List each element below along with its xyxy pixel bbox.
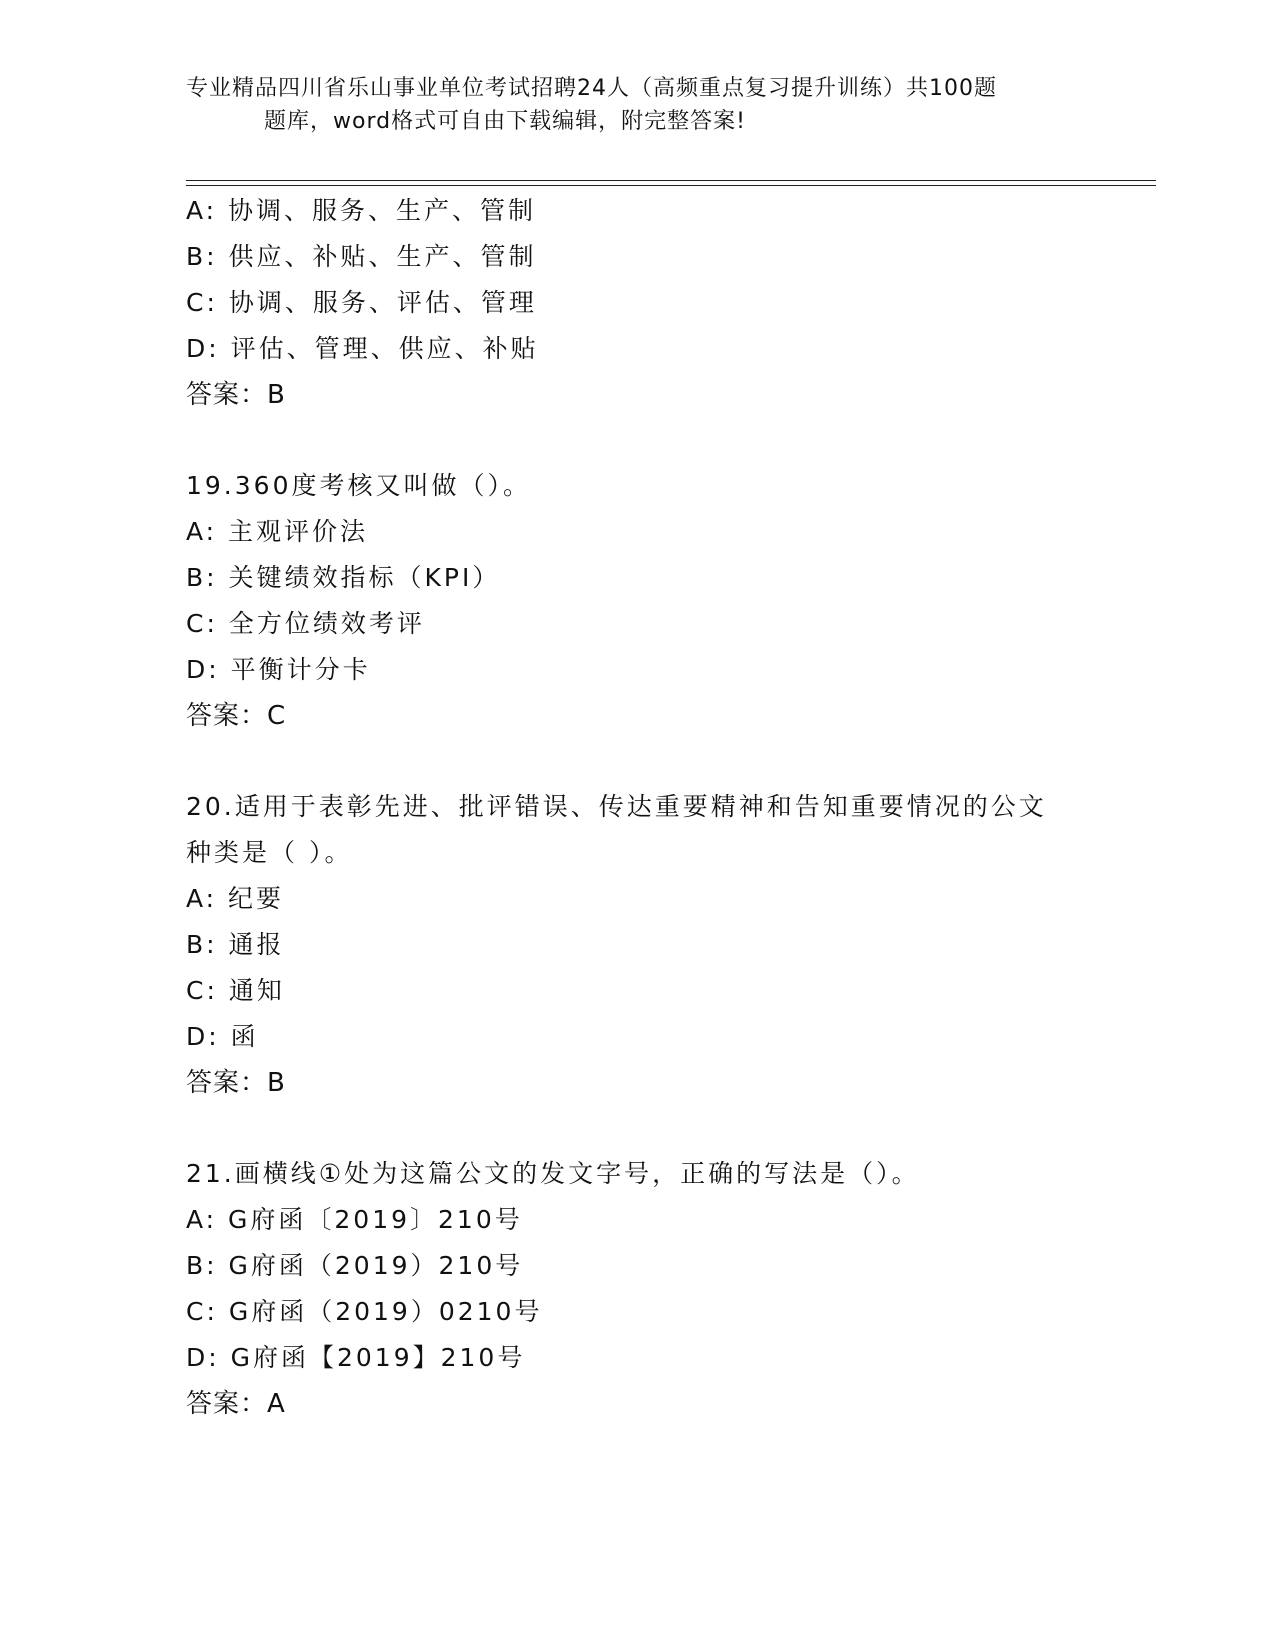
option-d: D: 平衡计分卡 bbox=[186, 655, 371, 684]
option-b: B: 通报 bbox=[186, 930, 285, 959]
document-header bbox=[186, 72, 1076, 138]
option-c: C: 通知 bbox=[186, 976, 285, 1005]
option-a: A: 纪要 bbox=[186, 884, 285, 913]
option-d: D: G府函【2019】210号 bbox=[186, 1343, 526, 1372]
question-21 bbox=[186, 1151, 1086, 1427]
question-20 bbox=[186, 784, 1086, 1106]
spacer bbox=[186, 739, 1086, 784]
question-stem: 19.360度考核又叫做（）。 bbox=[186, 471, 531, 500]
question-stem: 21.画横线①处为这篇公文的发文字号，正确的写法是（）。 bbox=[186, 1159, 920, 1188]
question-18 bbox=[186, 188, 1086, 418]
option-c: C: 全方位绩效考评 bbox=[186, 609, 425, 638]
header-divider-top bbox=[186, 180, 1156, 181]
answer-line: 答案：A bbox=[186, 1389, 286, 1419]
option-a: A: G府函〔2019〕210号 bbox=[186, 1205, 523, 1234]
question-19 bbox=[186, 463, 1086, 739]
answer-line: 答案：B bbox=[186, 380, 286, 410]
option-b: B: 关键绩效指标（KPI） bbox=[186, 563, 501, 592]
question-stem-line2: 种类是（ ）。 bbox=[186, 838, 353, 867]
question-stem-line1: 20.适用于表彰先进、批评错误、传达重要精神和告知重要情况的公文 bbox=[186, 792, 1047, 821]
option-a: A: 协调、服务、生产、管制 bbox=[186, 196, 537, 225]
spacer bbox=[186, 418, 1086, 463]
option-b: B: 供应、补贴、生产、管制 bbox=[186, 242, 537, 271]
answer-line: 答案：B bbox=[186, 1068, 286, 1098]
answer-line: 答案：C bbox=[186, 701, 287, 731]
option-c: C: G府函（2019）0210号 bbox=[186, 1297, 543, 1326]
option-c: C: 协调、服务、评估、管理 bbox=[186, 288, 537, 317]
header-title-line2: 题库，word格式可自由下载编辑，附完整答案! bbox=[264, 109, 746, 134]
header-divider-bottom bbox=[186, 185, 1156, 186]
question-list bbox=[186, 188, 1086, 1427]
header-title-line1: 专业精品四川省乐山事业单位考试招聘24人（高频重点复习提升训练）共100题 bbox=[186, 76, 997, 101]
spacer bbox=[186, 1106, 1086, 1151]
option-b: B: G府函（2019）210号 bbox=[186, 1251, 524, 1280]
option-d: D: 函 bbox=[186, 1022, 259, 1051]
option-a: A: 主观评价法 bbox=[186, 517, 369, 546]
option-d: D: 评估、管理、供应、补贴 bbox=[186, 334, 539, 363]
